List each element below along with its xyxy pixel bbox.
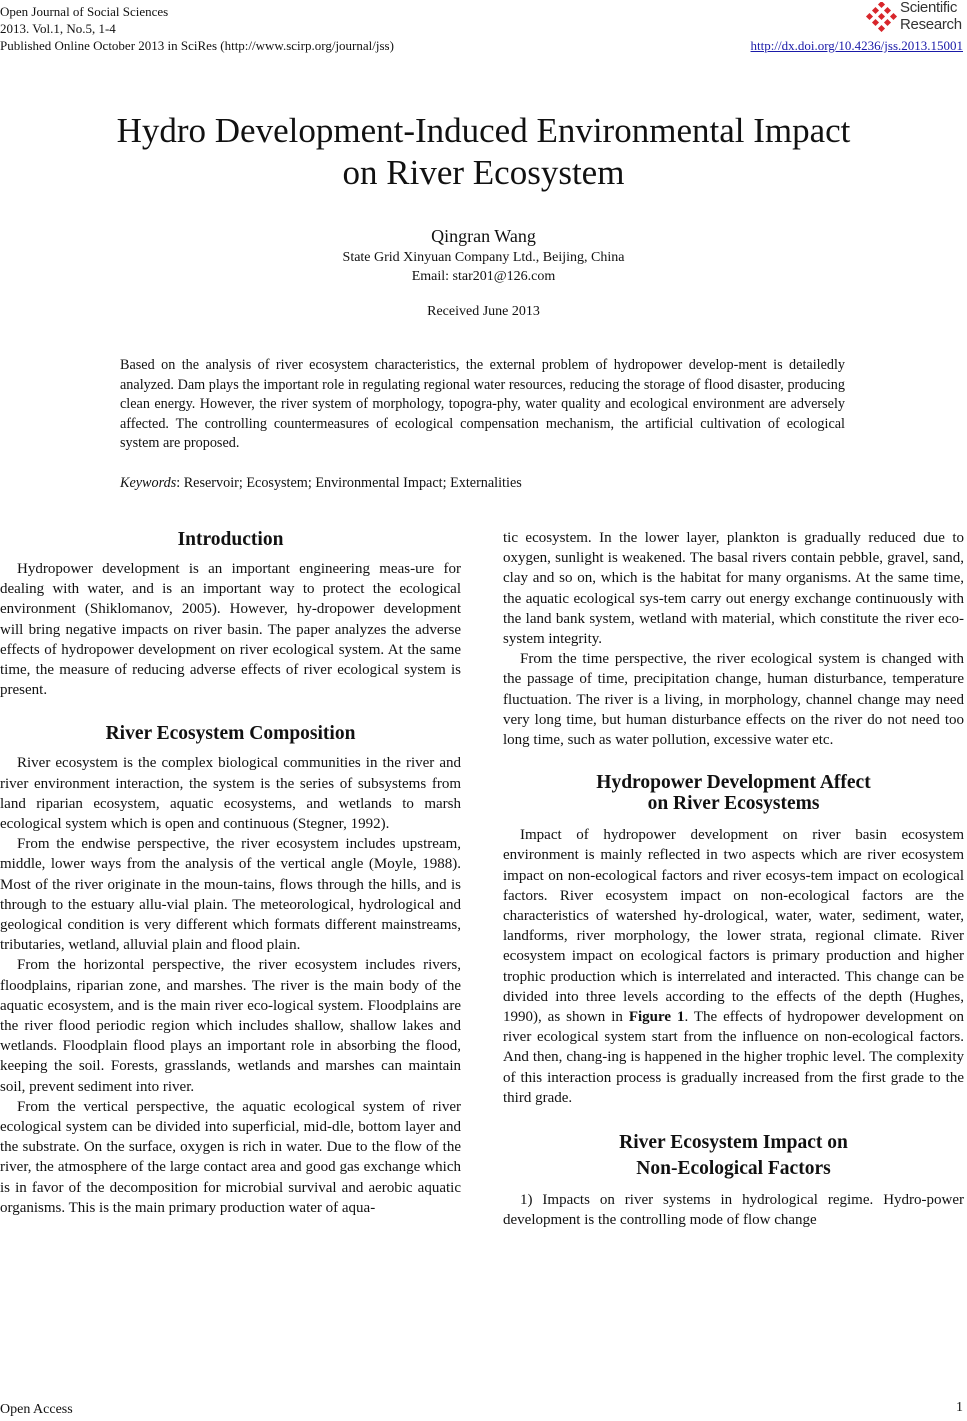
paper-title bbox=[0, 110, 967, 194]
text-run: . The effects of hydropower development on river ecological system start from the influence on non-ecological factors. And then, chang-ing is happened in the higher trophic level. The complexity of this interaction process is gradually increased from the first grade to the third grade. bbox=[503, 1009, 965, 1106]
heading-line: Hydropower Development Affect bbox=[596, 772, 871, 794]
email: Email: star201@126.com bbox=[411, 269, 556, 284]
paragraph: tic ecosystem. In the lower layer, plankton is gradually reduced due to oxygen, sunlight is weakened. The basal rivers contain pebble, gravel, sand, clay and so on, which is the habitat for many organisms. At the same time, the aquatic ecological sys-tem carry out energy exchange continuously with the land bank system, wetland with material, which constitute the river eco-system integrity. bbox=[503, 530, 964, 648]
heading-line: River Ecosystem Impact on bbox=[619, 1132, 848, 1154]
logo-line2: Research bbox=[900, 16, 962, 33]
section-heading-introduction: Introduction bbox=[177, 529, 284, 550]
keywords-label: Keywords bbox=[120, 475, 177, 491]
doi-link[interactable]: http://dx.doi.org/10.4236/jss.2013.15001 bbox=[750, 38, 963, 53]
scientific-research-logo bbox=[865, 0, 965, 36]
paragraph: 1) Impacts on river systems in hydrological regime. Hydro-power development is the controlling mode of flow change bbox=[503, 1192, 964, 1229]
author-name: Qingran Wang bbox=[431, 226, 536, 246]
heading-line: Non-Ecological Factors bbox=[636, 1158, 831, 1180]
journal-volume: 2013. Vol.1, No.5, 1-4 bbox=[0, 21, 116, 36]
keywords bbox=[120, 475, 845, 492]
paragraph: From the time perspective, the river ecological system is changed with the passage of time, precipitation change, human disturbance, temperature fluctuation. The river is a living, in morphology, channel change may need very long time, but human disturbance effects on the river do not need too long time, such as water pollution, excessive water etc. bbox=[503, 651, 964, 749]
journal-header bbox=[0, 3, 394, 54]
paragraph: River ecosystem is the complex biological communities in the river and river environment interaction, the system is the series of subsystems from land riparian ecosystem, aquatic ecosystems, and wetlands to marsh ecological system which is open and continuous (Stegner, 1992). bbox=[0, 755, 461, 833]
title-line2: on River Ecosystem bbox=[342, 153, 625, 192]
left-column bbox=[0, 528, 461, 1218]
title-line1: Hydro Development-Induced Environmental Impact bbox=[116, 111, 851, 150]
logo-diamond-icon bbox=[865, 2, 899, 32]
heading-line: on River Ecosystems bbox=[647, 793, 820, 815]
doi-container bbox=[751, 38, 963, 54]
section-heading-affect bbox=[503, 772, 964, 814]
section-heading-nonecological bbox=[503, 1130, 964, 1182]
paragraph: From the horizontal perspective, the river ecosystem includes rivers, floodplains, riparian zone, and marshes. The river is the main body of the aquatic ecosystem, and is the main river eco-logical system. Floodplains are the river flood periodic region which includes shallow, shallow lakes and wetlands. Floodplain flood plays an important role in absorbing the flood, keeping the soil. Forests, grasslands, wetlands and marshes can maintain soil, prevent sediment into river. bbox=[0, 957, 461, 1095]
page-number: 1 bbox=[956, 1400, 963, 1415]
paragraph: From the endwise perspective, the river ecosystem includes upstream, middle, lower ways from the analysis of the vertical angle (Moyle, 1988). Most of the river originate in the moun-tains, flows through the hills, and is through to the estuary allu-vial plain. The meteorological, hydrological and geological condition is very different which formats different mainstreams, tributaries, wetland, alluvial plain and flood plain. bbox=[0, 836, 461, 954]
keywords-list: : Reservoir; Ecosystem; Environmental Impact; Externalities bbox=[176, 475, 522, 491]
figure-reference[interactable]: Figure 1 bbox=[628, 1009, 685, 1026]
journal-name: Open Journal of Social Sciences bbox=[0, 4, 169, 19]
right-column bbox=[503, 528, 964, 1230]
paragraph: From the vertical perspective, the aquatic ecological system of river ecological system can be divided into superficial, mid-dle, bottom layer and the substrate. On the surface, oxygen is rich in water. Due to the flow of the river, the atmosphere of the large contact area and good gas exchange which is in favor of the decomposition for microbial survival and aerobic aquatic organisms. This is the main primary production water of aqua- bbox=[0, 1098, 461, 1216]
paragraph bbox=[503, 825, 964, 1108]
abstract: Based on the analysis of river ecosystem characteristics, the external problem of hydropower develop-ment is detailedly analyzed. Dam plays the important role in regulating regional water resources, reducing the storage of flood disaster, producing clean energy. However, the river system of morphology, topogra-phy, water quality and ecological environment are adversely affected. The controlling countermeasures of ecological compensation mechanism, the artificial cultivation of ecological system are proposed. bbox=[120, 357, 845, 452]
paragraph: Hydropower development is an important engineering meas-ure for dealing with water, and is an important way to protect the ecological environment (Shiklomanov, 2005). However, hy-dropower development will bring negative impacts on river basin. The paper analyzes the adverse effects of hydropower development on river ecological system. At the same time, the measure of reducing adverse effects of river ecological system is present. bbox=[0, 561, 461, 699]
received-date: Received June 2013 bbox=[427, 304, 540, 319]
section-heading-composition: River Ecosystem Composition bbox=[105, 723, 356, 745]
logo-line1: Scientific bbox=[900, 0, 958, 16]
author-affiliation-block bbox=[0, 248, 967, 286]
text-run: Impact of hydropower development on river basin ecosystem environment is mainly reflected in two aspects which are river ecosystem impact on non-ecological factors and river ecosys-tem impact on ecological factors. River ecosystem impact on non-ecological factors are the characteristics of watershed hy-drological, water, water, sediment, water, landforms, river morphology, the lower strata, regional climate. River ecosystem impact on ecological factors is primary production and higher trophic production which is interrelated and interacted. This change can be divided into three levels according to the effects of the depth (Hughes, 1990), as shown in bbox=[503, 827, 964, 1026]
footer-open-access: Open Access bbox=[0, 1402, 73, 1417]
affiliation: State Grid Xinyuan Company Ltd., Beijing, China bbox=[342, 250, 625, 265]
journal-published: Published Online October 2013 in SciRes (http://www.scirp.org/journal/jss) bbox=[0, 38, 394, 53]
